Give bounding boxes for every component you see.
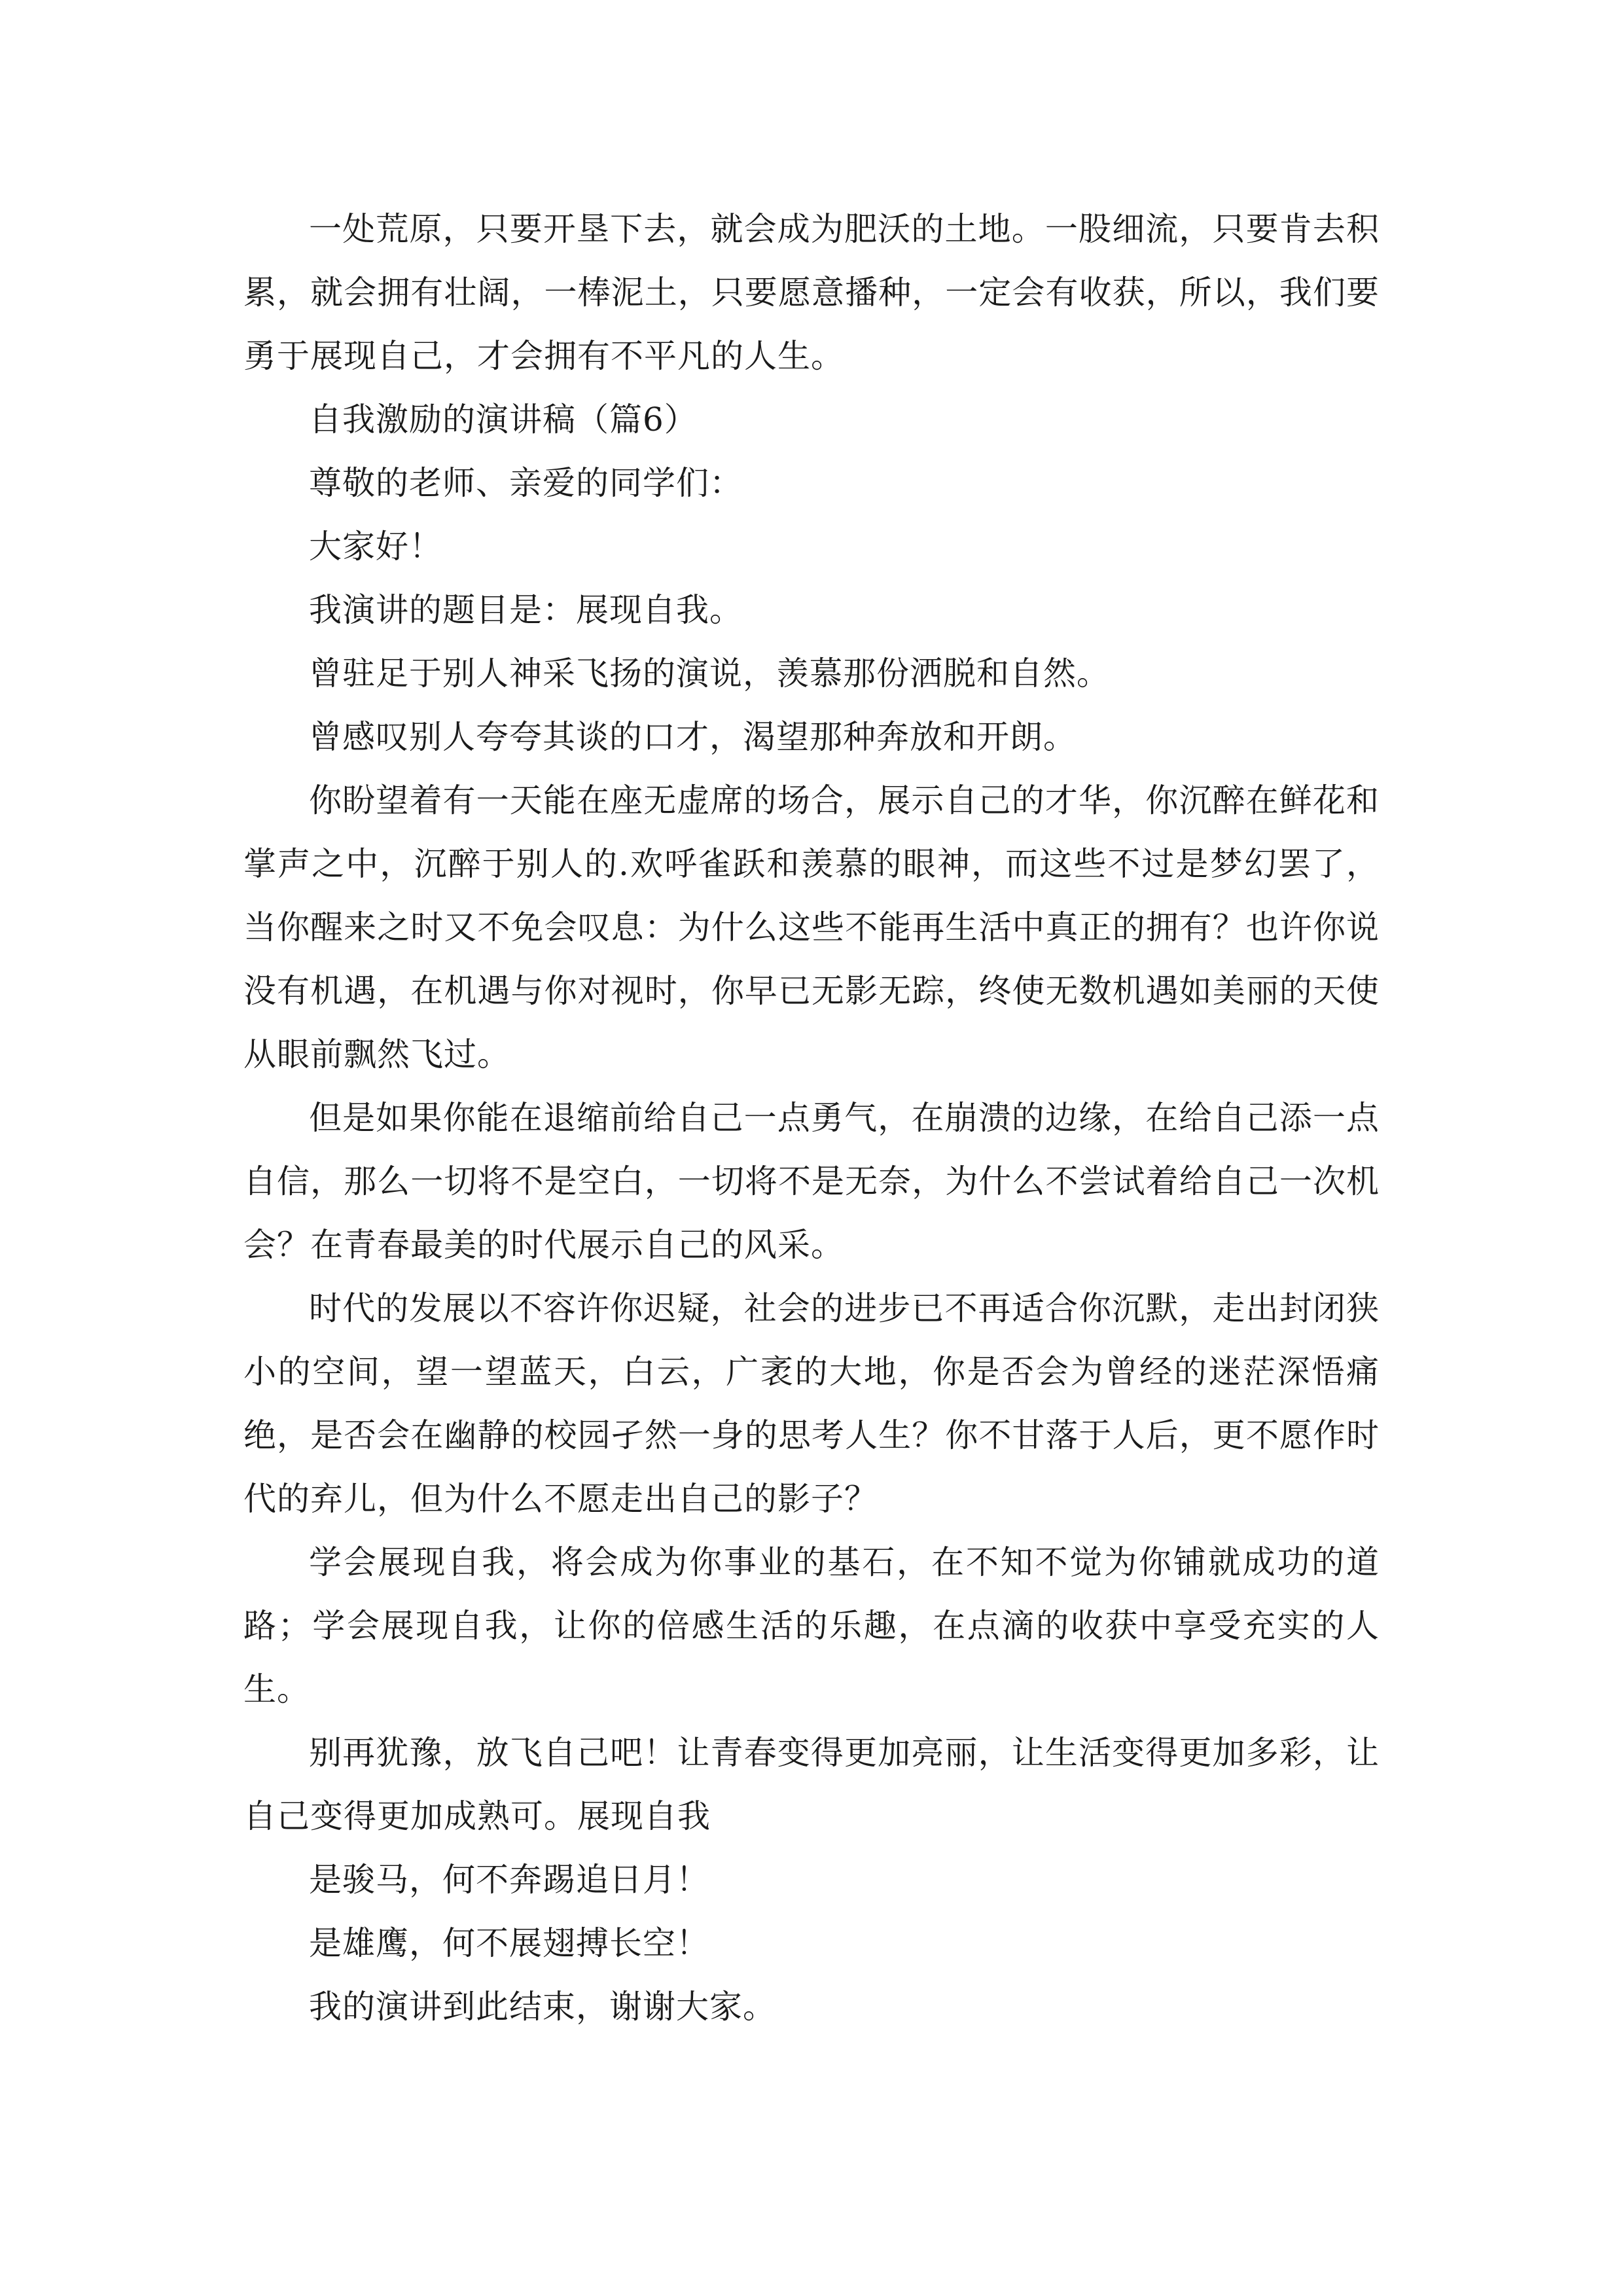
paragraph-hesitate: 别再犹豫，放飞自己吧！让青春变得更加亮丽，让生活变得更加多彩，让自己变得更加成熟可。展现自我: [243, 1734, 1380, 1835]
salutation: 尊敬的老师、亲爱的同学们：: [309, 464, 743, 502]
line-eagle: 是雄鹰，何不展翅搏长空！: [309, 1924, 709, 1962]
paragraph-courage: 但是如果你能在退缩前给自己一点勇气，在崩溃的边缘，在给自己添一点自信，那么一切将不是空白，一切将不是无奈，为什么不尝试着给自己一次机会？在青春最美的时代展示自己的风采。: [243, 1099, 1380, 1264]
paragraph-wasteland: 一处荒原，只要开垦下去，就会成为肥沃的土地。一股细流，只要肯去积累，就会拥有壮阔，一棒泥土，只要愿意播种，一定会有收获，所以，我们要勇于展现自己，才会拥有不平凡的人生。: [243, 210, 1380, 375]
paragraph-admired-eloquence: 曾感叹别人夸夸其谈的口才，渴望那种奔放和开朗。: [309, 718, 1077, 756]
paragraph-admired-speech: 曾驻足于别人神采飞扬的演说，羡慕那份洒脱和自然。: [309, 655, 1110, 692]
greeting: 大家好！: [309, 528, 442, 565]
topic-line: 我演讲的题目是：展现自我。: [309, 591, 743, 629]
speech-title: 自我激励的演讲稿（篇6）: [309, 401, 698, 439]
closing-line: 我的演讲到此结束，谢谢大家。: [309, 1988, 776, 2026]
paragraph-era: 时代的发展以不容许你迟疑，社会的进步已不再适合你沉默，走出封闭狭小的空间，望一望蓝天，白云，广袤的大地，你是否会为曾经的迷茫深悟痛绝，是否会在幽静的校园孑然一身的思考人生？你不甘落于人后，更不愿作时代的弃儿，但为什么不愿走出自己的影子？: [243, 1289, 1380, 1518]
line-horse: 是骏马，何不奔踢追日月！: [309, 1861, 709, 1899]
document-body: [243, 198, 1380, 2039]
paragraph-dream: 你盼望着有一天能在座无虚席的场合，展示自己的才华，你沉醉在鲜花和掌声之中，沉醉于别人的.欢呼雀跃和羡慕的眼神，而这些不过是梦幻罢了，当你醒来之时又不免会叹息：为什么这些不能再生活中真正的拥有？也许你说没有机遇，在机遇与你对视时，你早已无影无踪，终使无数机遇如美丽的天使从眼前飘然飞过。: [243, 781, 1380, 1073]
paragraph-learn-to-show: 学会展现自我，将会成为你事业的基石，在不知不觉为你铺就成功的道路；学会展现自我，让你的倍感生活的乐趣，在点滴的收获中享受充实的人生。: [243, 1543, 1380, 1708]
